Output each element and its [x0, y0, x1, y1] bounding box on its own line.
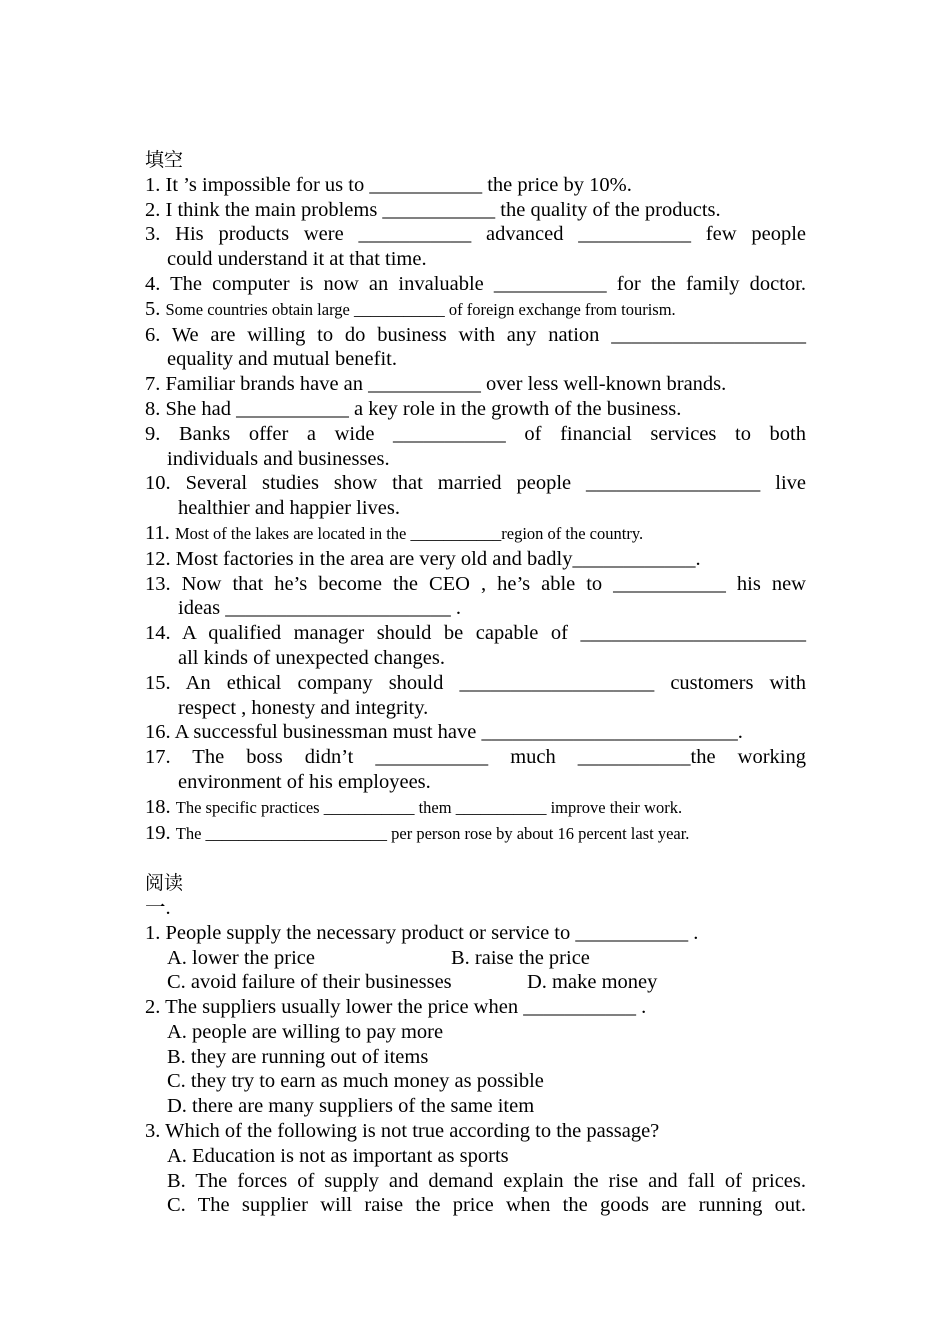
question-18	[145, 795, 806, 821]
question-14-line-1: 14. A qualified manager should be capable of ______________________	[145, 622, 806, 645]
question-11-number: 11.	[145, 521, 170, 544]
reading-q1-option-c: C. avoid failure of their businesses	[167, 971, 452, 994]
reading-q3-option-c: C. The supplier will raise the price when the goods are running out.	[167, 1194, 806, 1217]
question-3-line-1: 3. His products were ___________ advanced ___________ few people	[145, 223, 806, 246]
question-17-line-2: environment of his employees.	[178, 770, 431, 793]
question-1: 1. It ’s impossible for us to ___________ the price by 10%.	[145, 173, 632, 196]
reading-q2-option-d: D. there are many suppliers of the same item	[167, 1095, 535, 1118]
question-7: 7. Familiar brands have an ___________ over less well-known brands.	[145, 373, 727, 396]
reading-question-1-options-ab	[145, 946, 806, 971]
section-spacer	[145, 846, 806, 871]
question-19	[145, 821, 806, 847]
reading-question-1-options-cd	[145, 970, 806, 995]
reading-q1-option-a: A. lower the price	[167, 946, 315, 969]
question-4: 4. The computer is now an invaluable ___________ for the family doctor.	[145, 272, 806, 295]
reading-q2-option-c: C. they try to earn as much money as possible	[167, 1070, 544, 1093]
reading-q2-option-a: A. people are willing to pay more	[167, 1020, 444, 1043]
question-12: 12. Most factories in the area are very old and badly____________.	[145, 547, 701, 570]
question-15-line-1: 15. An ethical company should ___________________ customers with	[145, 671, 806, 694]
question-13-line-2: ideas ______________________ .	[178, 597, 461, 620]
question-14-line-2: all kinds of unexpected changes.	[178, 646, 445, 669]
reading-q2-option-b: B. they are running out of items	[167, 1045, 429, 1068]
question-13-line-1: 13. Now that he’s become the CEO , he’s able to ___________ his new	[145, 572, 806, 595]
question-5-text: Some countries obtain large ___________ of foreign exchange from tourism.	[165, 299, 676, 319]
reading-question-3: 3. Which of the following is not true according to the passage?	[145, 1120, 660, 1143]
question-15-line-2: respect , honesty and integrity.	[178, 696, 429, 719]
question-9-line-2: individuals and businesses.	[167, 447, 390, 470]
reading-q3-option-b: B. The forces of supply and demand explain the rise and fall of prices.	[167, 1169, 806, 1192]
reading-heading: 阅读	[145, 872, 184, 895]
question-6-line-2: equality and mutual benefit.	[167, 348, 397, 371]
reading-question-2: 2. The suppliers usually lower the price when ___________ .	[145, 996, 647, 1019]
question-18-number: 18.	[145, 795, 171, 818]
question-2: 2. I think the main problems ___________ the quality of the products.	[145, 198, 721, 221]
question-8: 8. She had ___________ a key role in the growth of the business.	[145, 397, 682, 420]
fill-in-heading: 填空	[145, 149, 184, 171]
document-page	[145, 148, 806, 1218]
question-10-line-1: 10. Several studies show that married people _________________ live	[145, 472, 806, 495]
question-11	[145, 521, 806, 547]
question-5	[145, 297, 806, 323]
question-18-text: The specific practices ___________ them ___________ improve their work.	[175, 797, 683, 817]
question-16: 16. A successful businessman must have _________________________.	[145, 721, 743, 744]
question-19-number: 19.	[145, 821, 171, 844]
question-19-text: The ______________________ per person rose by about 16 percent last year.	[175, 823, 690, 843]
question-6-line-1: 6. We are willing to do business with any nation ___________________	[145, 323, 806, 346]
reading-question-1: 1. People supply the necessary product or service to ___________ .	[145, 921, 699, 944]
question-9-line-1: 9. Banks offer a wide ___________ of financial services to both	[145, 422, 806, 445]
reading-q3-option-a: A. Education is not as important as sports	[167, 1144, 509, 1167]
reading-q1-option-b: B. raise the price	[451, 946, 590, 969]
reading-section-label: 一.	[145, 896, 171, 919]
question-10-line-2: healthier and happier lives.	[178, 497, 400, 520]
question-5-number: 5.	[145, 297, 161, 320]
question-17-line-1: 17. The boss didn’t ___________ much ___________the working	[145, 746, 806, 769]
question-3-line-2: could understand it at that time.	[167, 248, 427, 271]
reading-q1-option-d: D. make money	[527, 971, 658, 994]
question-11-text: Most of the lakes are located in the ___________region of the country.	[175, 523, 644, 543]
